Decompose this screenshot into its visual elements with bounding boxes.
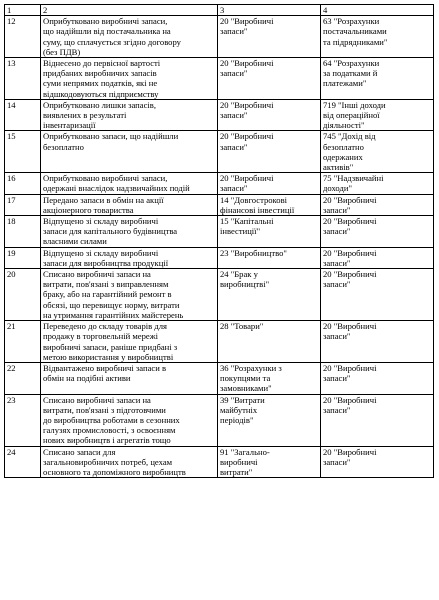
credit-account: 20 "Виробничі запаси" (321, 247, 434, 268)
debit-account: 20 "Виробничі запаси" (218, 16, 321, 58)
table-row (5, 58, 434, 100)
table-row (5, 99, 434, 131)
header-cell-2: 2 (41, 5, 218, 16)
table-row (5, 321, 434, 363)
operation-content: Віднесено до первісної вартості придбаних виробничих запасів суми непрямих податків, які не відшкодовуються підприємству (41, 58, 218, 100)
debit-account: 91 "Загально- виробничі витрати" (218, 446, 321, 478)
row-number: 19 (5, 247, 41, 268)
debit-account: 15 "Капітальні інвестиції" (218, 216, 321, 248)
operation-content: Оприбутковано запаси, що надійшли безоплатно (41, 131, 218, 173)
row-number: 12 (5, 16, 41, 58)
operation-content: Відпущено зі складу виробничі запаси для виробництва продукції (41, 247, 218, 268)
operation-content: Відпущено зі складу виробничі запаси для капітального будівництва власними силами (41, 216, 218, 248)
operation-content: Списано запаси для загальновиробничих потреб, цехам основного та допоміжного виробництв (41, 446, 218, 478)
row-number: 24 (5, 446, 41, 478)
credit-account: 75 "Надзвичайні доходи" (321, 173, 434, 194)
ledger-table (4, 4, 434, 478)
table-row (5, 194, 434, 215)
table-row (5, 173, 434, 194)
table-row (5, 131, 434, 173)
table-row (5, 269, 434, 321)
row-number: 18 (5, 216, 41, 248)
header-cell-1: 1 (5, 5, 41, 16)
credit-account: 63 "Розрахунки постачальниками та підрядниками" (321, 16, 434, 58)
debit-account: 20 "Виробничі запаси" (218, 131, 321, 173)
credit-account: 20 "Виробничі запаси" (321, 321, 434, 363)
row-number: 20 (5, 269, 41, 321)
operation-content: Оприбутковано лишки запасів, виявлених в результаті інвентаризації (41, 99, 218, 131)
table-row (5, 362, 434, 394)
row-number: 23 (5, 394, 41, 446)
credit-account: 745 "Дохід від безоплатно одержаних активів" (321, 131, 434, 173)
credit-account: 20 "Виробничі запаси" (321, 362, 434, 394)
credit-account: 20 "Виробничі запаси" (321, 394, 434, 446)
operation-content: Списано виробничі запаси на витрати, пов'язані з підготовчими до виробництва роботами в сезонних галузях промисловості, з освоєнням нових виробництв і агрегатів тощо (41, 394, 218, 446)
operation-content: Оприбутковано виробничі запаси, одержані внаслідок надзвичайних подій (41, 173, 218, 194)
header-cell-3: 3 (218, 5, 321, 16)
operation-content: Передано запаси в обмін на акції акціонерного товариства (41, 194, 218, 215)
debit-account: 36 "Розрахунки з покупцями та замовниками" (218, 362, 321, 394)
credit-account: 20 "Виробничі запаси" (321, 446, 434, 478)
row-number: 16 (5, 173, 41, 194)
header-cell-4: 4 (321, 5, 434, 16)
debit-account: 39 "Витрати майбутніх періодів" (218, 394, 321, 446)
table-row (5, 394, 434, 446)
debit-account: 20 "Виробничі запаси" (218, 58, 321, 100)
credit-account: 20 "Виробничі запаси" (321, 216, 434, 248)
debit-account: 28 "Товари" (218, 321, 321, 363)
table-row (5, 446, 434, 478)
row-number: 21 (5, 321, 41, 363)
debit-account: 20 "Виробничі запаси" (218, 99, 321, 131)
header-row (5, 5, 434, 16)
table-row (5, 216, 434, 248)
row-number: 22 (5, 362, 41, 394)
credit-account: 20 "Виробничі запаси" (321, 194, 434, 215)
table-row (5, 16, 434, 58)
operation-content: Списано виробничі запаси на витрати, пов'язані з виправленням браку, або на гарантійний ремонт в обсязі, що перевищує норму, витрати на утримання гарантійних майстерень (41, 269, 218, 321)
credit-account: 64 "Розрахунки за податками й платежами" (321, 58, 434, 100)
debit-account: 24 "Брак у виробництві" (218, 269, 321, 321)
operation-content: Переведено до складу товарів для продажу в торговельній мережі виробничі запаси, раніше придбані з метою використання у виробництві (41, 321, 218, 363)
operation-content: Оприбутковано виробничі запаси, що надійшли від постачальника на суму, що сплачується згідно договору (без ПДВ) (41, 16, 218, 58)
operation-content: Відвантажено виробничі запаси в обмін на подібні активи (41, 362, 218, 394)
row-number: 17 (5, 194, 41, 215)
debit-account: 23 "Виробництво" (218, 247, 321, 268)
row-number: 13 (5, 58, 41, 100)
row-number: 15 (5, 131, 41, 173)
credit-account: 719 "Інші доходи від операційної діяльності" (321, 99, 434, 131)
debit-account: 14 "Довгострокові фінансові інвестиції (218, 194, 321, 215)
credit-account: 20 "Виробничі запаси" (321, 269, 434, 321)
row-number: 14 (5, 99, 41, 131)
debit-account: 20 "Виробничі запаси" (218, 173, 321, 194)
table-row (5, 247, 434, 268)
